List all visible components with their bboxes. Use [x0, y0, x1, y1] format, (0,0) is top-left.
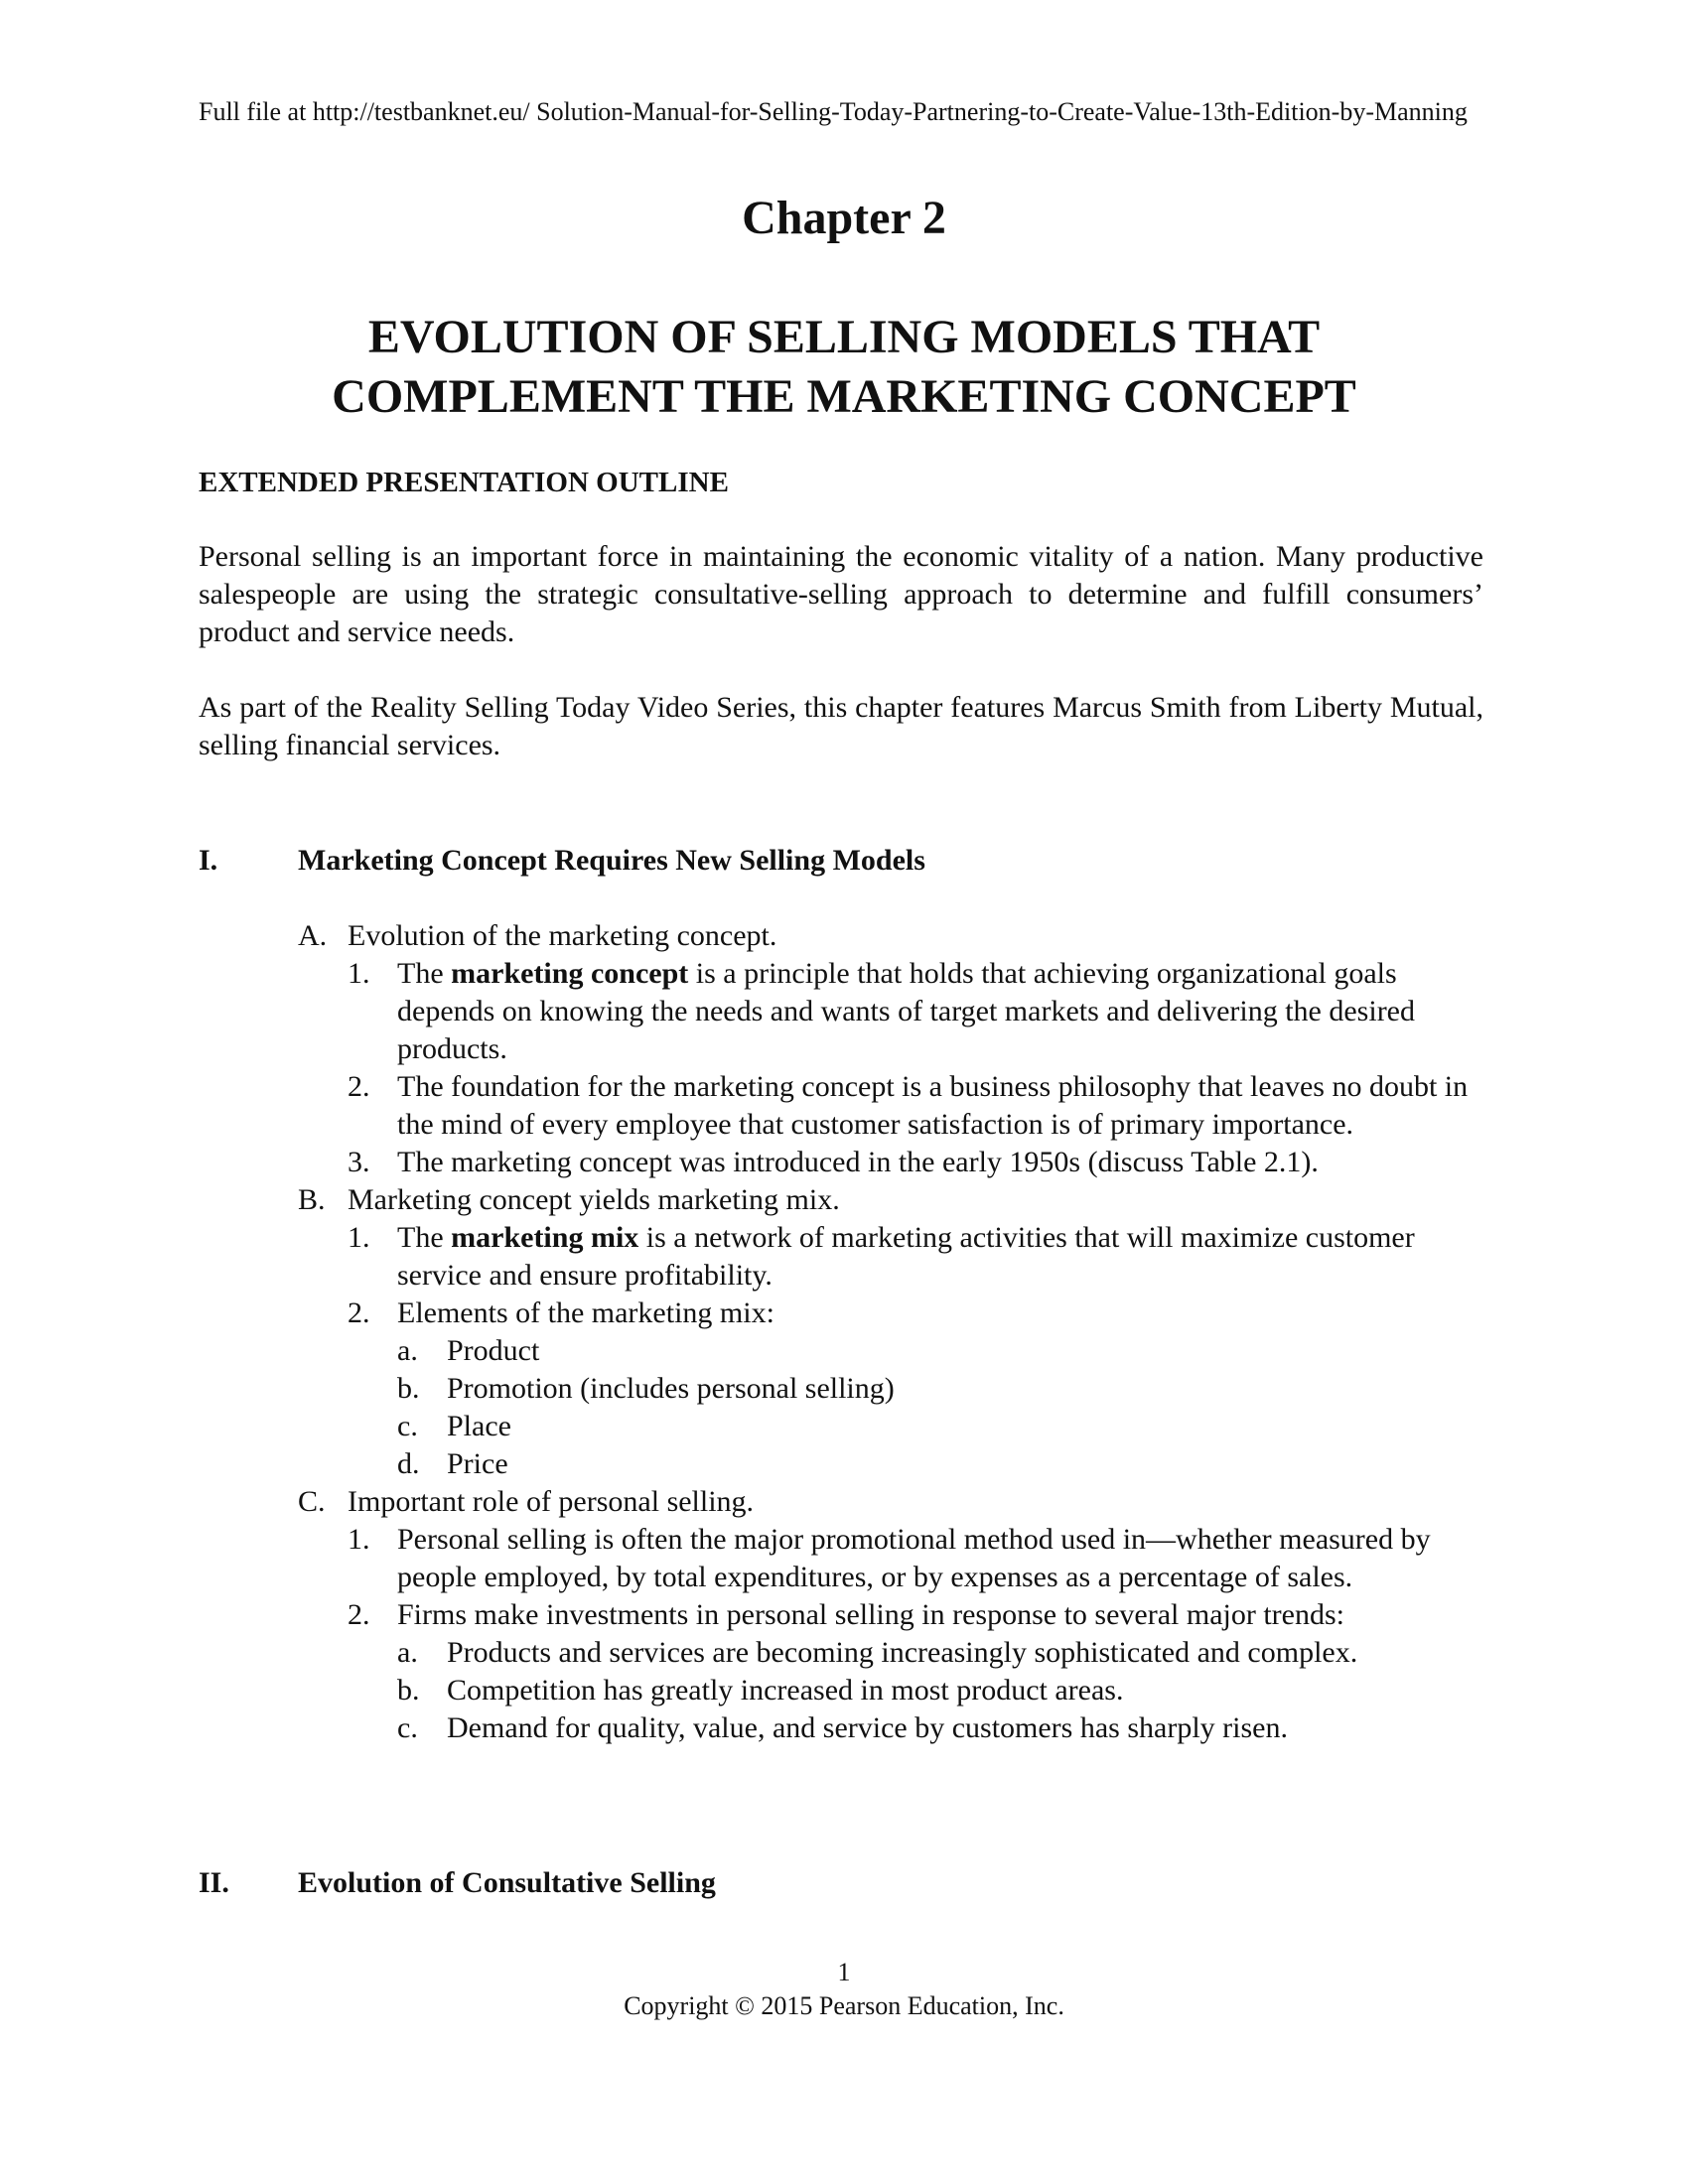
term-marketing-mix: marketing mix	[451, 1221, 639, 1254]
term-marketing-concept: marketing concept	[451, 957, 689, 990]
outline-item-b-2-a	[298, 1332, 1489, 1370]
outline-item-b-2-b	[298, 1370, 1489, 1408]
text-run: The	[397, 1221, 452, 1254]
main-title-line-1: EVOLUTION OF SELLING MODELS THAT	[367, 311, 1321, 363]
outline-marker: C.	[298, 1485, 326, 1518]
outline-text: Competition has greatly increased in most product areas.	[447, 1674, 1124, 1706]
text-run: is a principle that holds that achieving organizational goals depends on knowing the needs and wants of target markets and delivering the desired products.	[397, 957, 1415, 1065]
outline-item-a-1	[298, 955, 1489, 1068]
section-i-title: Marketing Concept Requires New Selling Models	[298, 844, 925, 877]
outline-item-a-2	[298, 1068, 1489, 1144]
text-run: is a network of marketing activities that will maximize customer service and ensure profitability.	[397, 1221, 1415, 1292]
outline-item-b	[298, 1181, 1489, 1219]
outline-text: Elements of the marketing mix:	[397, 1297, 774, 1329]
page-footer	[0, 1956, 1688, 2023]
outline-item-b-1	[298, 1219, 1489, 1295]
outline-text: Evolution of the marketing concept.	[348, 919, 777, 952]
section-ii-title: Evolution of Consultative Selling	[298, 1866, 716, 1899]
outline-text: Important role of personal selling.	[348, 1485, 755, 1518]
outline-text: Product	[447, 1334, 540, 1367]
intro-paragraph-2: As part of the Reality Selling Today Video Series, this chapter features Marcus Smith from Liberty Mutual, selling financial services.	[199, 691, 1483, 761]
outline-item-a	[298, 917, 1489, 955]
outline-text: Promotion (includes personal selling)	[447, 1372, 895, 1405]
outline-item-c	[298, 1483, 1489, 1521]
outline-item-c-2-a	[298, 1634, 1489, 1672]
outline-marker: 1.	[348, 957, 370, 990]
outline-marker: b.	[397, 1674, 420, 1706]
text-run: The	[397, 957, 452, 990]
outline-text: Personal selling is often the major promotional method used in—whether measured by people employed, by total expenditures, or by expenses as a percentage of sales.	[397, 1523, 1431, 1593]
outline-marker: B.	[298, 1183, 326, 1216]
outline-item-c-2	[298, 1596, 1489, 1634]
outline-item-c-1	[298, 1521, 1489, 1596]
outline-marker: c.	[397, 1410, 418, 1442]
intro-paragraph-1: Personal selling is an important force in maintaining the economic vitality of a nation. Many productive salespeople are using the strategic consultative-selling approach to determine and fulfill consumers’ product and service needs.	[199, 540, 1483, 648]
outline-marker: 2.	[348, 1598, 370, 1631]
outline-item-b-2-d	[298, 1445, 1489, 1483]
outline-text: Place	[447, 1410, 511, 1442]
outline-marker: 1.	[348, 1523, 370, 1556]
outline-marker: b.	[397, 1372, 420, 1405]
outline-text	[397, 1219, 1489, 1295]
copyright-notice: Copyright © 2015 Pearson Education, Inc.	[624, 1991, 1064, 2020]
main-title	[0, 308, 1688, 427]
source-note: Full file at http://testbanknet.eu/ Solution-Manual-for-Selling-Today-Partnering-to-Create-Value-13th-Edition-by-Manning	[199, 97, 1468, 126]
outline-item-c-2-b	[298, 1672, 1489, 1709]
outline-marker: A.	[298, 919, 328, 952]
outline-text: Products and services are becoming increasingly sophisticated and complex.	[447, 1636, 1358, 1669]
section-ii-number: II.	[199, 1866, 229, 1899]
outline-list	[298, 917, 1489, 1747]
chapter-title: Chapter 2	[742, 192, 946, 244]
outline-marker: 3.	[348, 1146, 370, 1178]
outline-marker: a.	[397, 1636, 418, 1669]
outline-text: Price	[447, 1447, 508, 1480]
page-number: 1	[837, 1958, 851, 1986]
main-title-line-2: COMPLEMENT THE MARKETING CONCEPT	[332, 370, 1356, 423]
outline-text: Firms make investments in personal selling in response to several major trends:	[397, 1598, 1344, 1631]
outline-marker: a.	[397, 1334, 418, 1367]
section-heading: EXTENDED PRESENTATION OUTLINE	[199, 467, 729, 498]
outline-text: Marketing concept yields marketing mix.	[348, 1183, 840, 1216]
section-i-number: I.	[199, 844, 218, 877]
outline-text	[397, 955, 1489, 1068]
outline-marker: d.	[397, 1447, 420, 1480]
outline-text: The foundation for the marketing concept is a business philosophy that leaves no doubt in the mind of every employee that customer satisfaction is of primary importance.	[397, 1070, 1469, 1141]
outline-text: The marketing concept was introduced in the early 1950s (discuss Table 2.1).	[397, 1146, 1319, 1178]
outline-item-a-3	[298, 1144, 1489, 1181]
outline-marker: 2.	[348, 1070, 370, 1103]
outline-marker: 2.	[348, 1297, 370, 1329]
outline-marker: c.	[397, 1711, 418, 1744]
outline-marker: 1.	[348, 1221, 370, 1254]
outline-item-b-2-c	[298, 1408, 1489, 1445]
outline-item-c-2-c	[298, 1709, 1489, 1747]
outline-item-b-2	[298, 1295, 1489, 1332]
outline-text: Demand for quality, value, and service by customers has sharply risen.	[447, 1711, 1288, 1744]
